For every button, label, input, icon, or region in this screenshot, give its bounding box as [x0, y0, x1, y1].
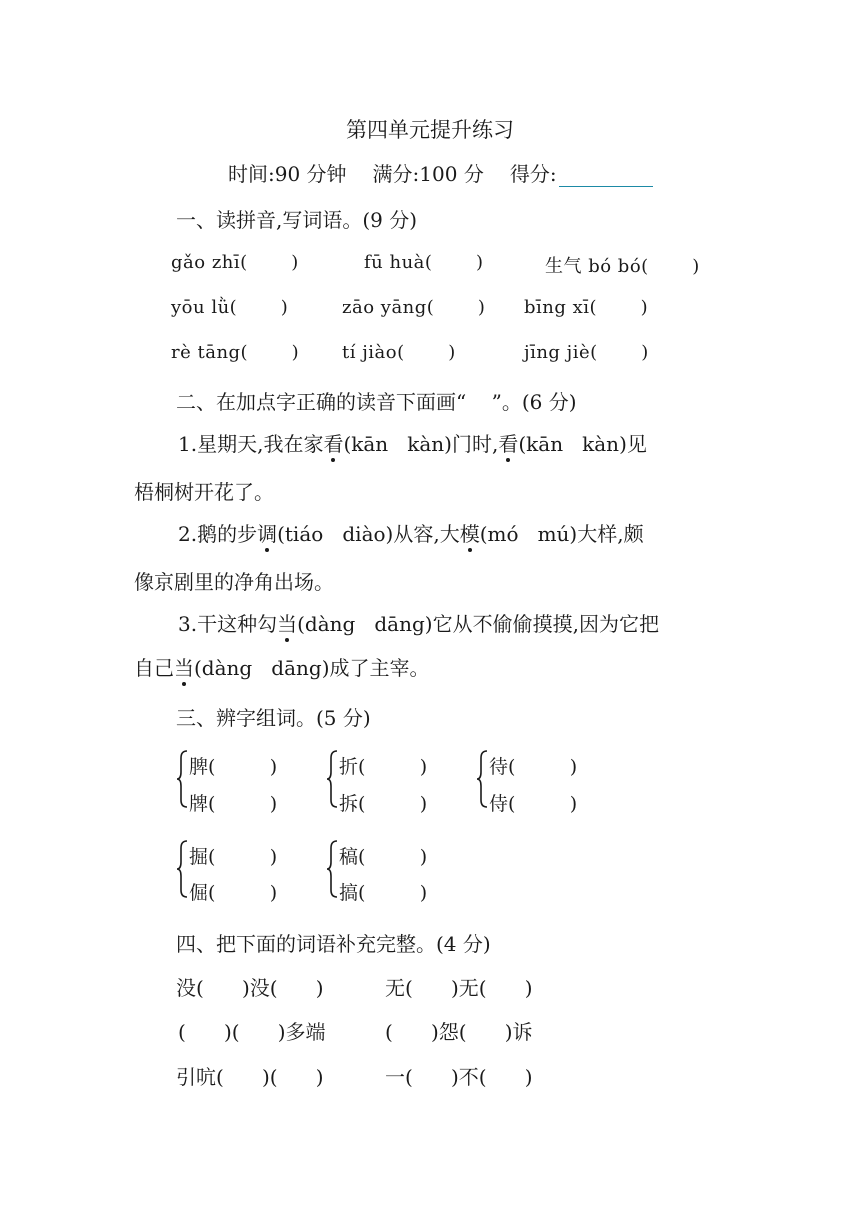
question-2-3-cont [134, 652, 430, 681]
section-3-heading: 三、辨字组词。(5 分) [176, 706, 371, 730]
pinyin-item[interactable]: rè tāng( ) [171, 342, 300, 363]
brace-icon [176, 840, 188, 898]
reading-options[interactable]: (dàng dāng)它从不偷偷摸摸,因为它把 [297, 612, 659, 636]
char-pair-item[interactable]: 搞( ) [339, 882, 428, 904]
score-label: 得分: [509, 162, 557, 186]
char-pair-item[interactable]: 牌( ) [189, 793, 278, 815]
char-pair-item[interactable]: 拆( ) [339, 793, 428, 815]
text: 2.鹅的步 [178, 522, 258, 546]
text: 1.星期天,我在家 [178, 432, 324, 456]
question-2-2 [178, 518, 644, 547]
brace-icon [326, 840, 338, 898]
section-1-heading: 一、读拼音,写词语。(9 分) [176, 208, 418, 232]
question-2-3 [178, 608, 659, 637]
char-pair-item[interactable]: 脾( ) [189, 756, 278, 778]
pinyin-item[interactable]: fū huà( ) [364, 252, 484, 273]
brace-icon [476, 750, 488, 808]
dotted-char: 当 [174, 656, 194, 680]
idiom-item[interactable]: 无( )无( ) [385, 976, 533, 1000]
pinyin-item[interactable]: tí jiào( ) [342, 342, 456, 363]
dotted-char: 看 [498, 432, 519, 456]
exam-meta [228, 158, 653, 187]
char-pair-item[interactable]: 侍( ) [489, 793, 578, 815]
idiom-item[interactable]: 引吭( )( ) [176, 1065, 324, 1089]
pinyin-item[interactable]: gǎo zhī( ) [171, 252, 299, 273]
text: 自己 [134, 656, 174, 680]
reading-options[interactable]: (dàng dāng)成了主宰。 [194, 656, 430, 680]
page-title: 第四单元提升练习 [346, 118, 514, 142]
idiom-item[interactable]: ( )怨( )诉 [385, 1020, 533, 1044]
reading-options[interactable]: (mó mú)大样,颇 [479, 522, 644, 546]
char-pair-item[interactable]: 稿( ) [339, 846, 428, 868]
idiom-item[interactable]: ( )( )多端 [178, 1020, 326, 1044]
section-2-heading: 二、在加点字正确的读音下面画“ ”。(6 分) [176, 390, 577, 414]
question-2-2-cont: 像京剧里的净角出场。 [134, 570, 334, 594]
char-pair-item[interactable]: 倔( ) [189, 882, 278, 904]
reading-options[interactable]: (tiáo diào)从容,大 [277, 522, 460, 546]
brace-icon [176, 750, 188, 808]
brace-icon [326, 750, 338, 808]
time-label: 时间:90 分钟 [228, 162, 347, 186]
pinyin-item[interactable]: yōu lǜ( ) [171, 297, 289, 318]
question-2-1 [178, 428, 647, 457]
reading-options[interactable]: (kān kàn)见 [518, 432, 647, 456]
dotted-char: 当 [277, 612, 298, 636]
idiom-item[interactable]: 一( )不( ) [385, 1065, 533, 1089]
question-2-1-cont: 梧桐树开花了。 [134, 480, 274, 504]
dotted-char: 调 [257, 522, 278, 546]
section-4-heading: 四、把下面的词语补充完整。(4 分) [176, 932, 491, 956]
char-pair-item[interactable]: 折( ) [339, 756, 428, 778]
idiom-item[interactable]: 没( )没( ) [176, 976, 324, 1000]
reading-options[interactable]: (kān kàn)门时, [343, 432, 499, 456]
dotted-char: 看 [323, 432, 344, 456]
pinyin-item[interactable]: zāo yāng( ) [342, 297, 486, 318]
pinyin-item[interactable]: 生气 bó bó( ) [545, 256, 700, 277]
pinyin-item[interactable]: bīng xī( ) [524, 297, 649, 318]
dotted-char: 模 [459, 522, 480, 546]
pinyin-item[interactable]: jīng jiè( ) [524, 342, 649, 363]
score-blank[interactable] [559, 164, 653, 187]
full-score-label: 满分:100 分 [372, 162, 484, 186]
char-pair-item[interactable]: 掘( ) [189, 846, 278, 868]
char-pair-item[interactable]: 待( ) [489, 756, 578, 778]
text: 3.干这种勾 [178, 612, 278, 636]
